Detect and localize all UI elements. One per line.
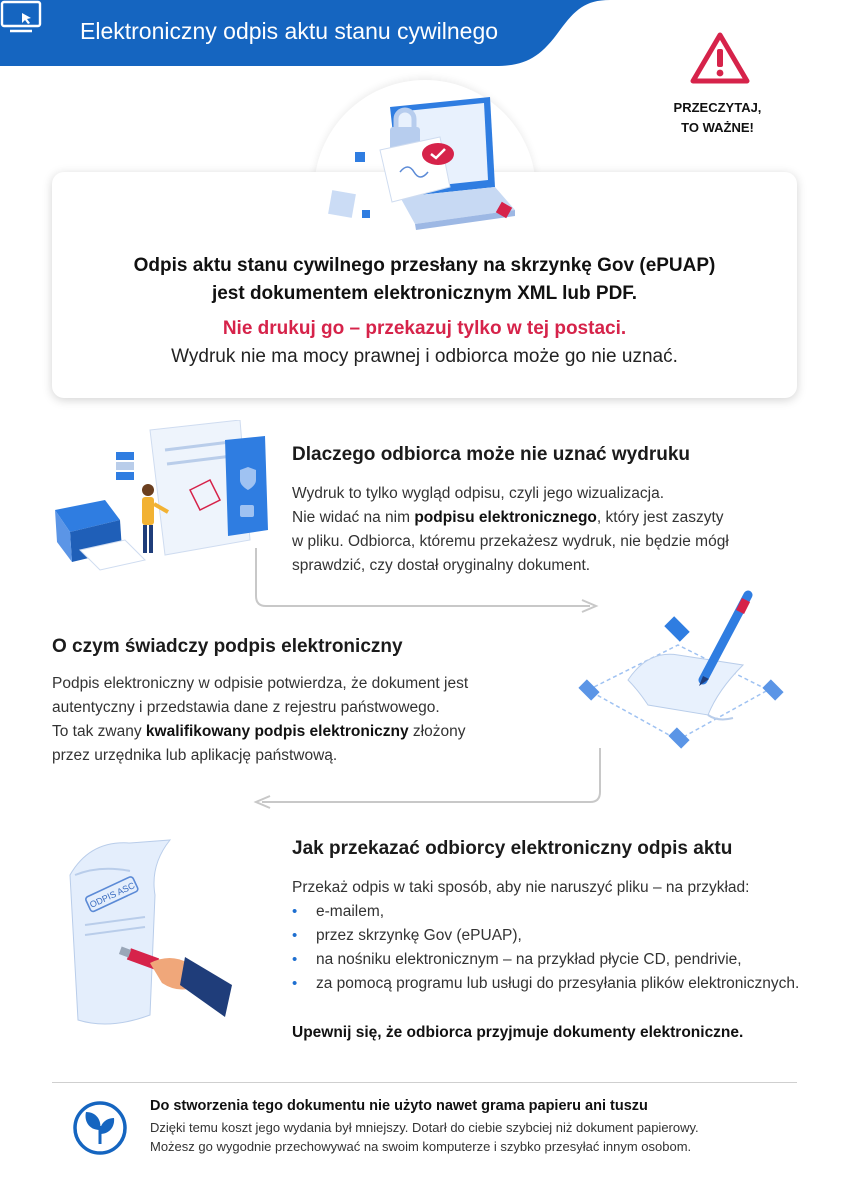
section-signature-line-2: autentyczny i przedstawia dane z rejestru państwowego. [52, 699, 440, 716]
list-item: • na nośniku elektronicznym – na przykład płycie CD, pendrivie, [292, 948, 802, 972]
section-signature-line-1: Podpis elektroniczny w odpisie potwierdza, że dokument jest [52, 675, 469, 692]
list-item: • za pomocą programu lub usługi do przesyłania plików elektronicznych. [292, 972, 802, 996]
card-headline-line-2: jest dokumentem elektronicznym XML lub PDF. [211, 283, 638, 304]
text-span: Nie widać na nim [292, 509, 415, 526]
section-why-text [292, 482, 792, 578]
scroll-label: ODPIS ASC [88, 880, 137, 910]
scroll-usb-illustration [50, 835, 235, 1040]
computer-icon [0, 0, 42, 34]
card-note: Wydruk nie ma mocy prawnej i odbiorca może go nie uznać. [171, 346, 678, 367]
section-how-intro: Przekaż odpis w taki sposób, aby nie naruszyć pliku – na przykład: [292, 879, 750, 896]
section-why-title: Dlaczego odbiorca może nie uznać wydruku [292, 444, 691, 465]
footer-line-2: Możesz go wygodnie przechowywać na swoim komputerze i szybko przesyłać innym osobom. [150, 1139, 692, 1154]
transfer-methods-list [292, 900, 802, 996]
section-signature-line-4: przez urzędnika lub aplikację państwową. [52, 747, 338, 764]
warning-label [650, 98, 785, 138]
bold-term-qualified-signature: kwalifikowany podpis elektroniczny [145, 723, 409, 740]
card-warning: Nie drukuj go – przekazuj tylko w tej postaci. [222, 318, 627, 339]
section-how-title: Jak przekazać odbiorcy elektroniczny odpis aktu [292, 838, 733, 859]
printer-person-illustration [50, 420, 275, 580]
footer-title: Do stworzenia tego dokumentu nie użyto nawet grama papieru ani tuszu [150, 1098, 648, 1114]
signature-pen-illustration [568, 590, 800, 755]
footer-text [150, 1118, 800, 1156]
leaf-icon [72, 1100, 128, 1156]
warning-triangle-icon [690, 32, 750, 84]
section-how-reminder: Upewnij się, że odbiorca przyjmuje dokumenty elektroniczne. [292, 1024, 744, 1041]
laptop-document-illustration [320, 92, 530, 232]
section-why-line-4: sprawdzić, czy dostał oryginalny dokument. [292, 557, 591, 574]
section-why-line-3: w pliku. Odbiorca, któremu przekażesz wydruk, nie będzie mógł [292, 533, 729, 550]
list-item: • e-mailem, [292, 900, 802, 924]
section-signature-line-3 [52, 720, 532, 744]
bold-term-electronic-signature: podpisu elektronicznego [414, 509, 597, 526]
card-headline [52, 252, 797, 308]
warning-line-1: PRZECZYTAJ, [673, 100, 762, 115]
footer-divider [52, 1082, 797, 1083]
text-span: , który jest zaszyty [596, 509, 724, 526]
section-why-line-2 [292, 506, 792, 530]
list-item: • przez skrzynkę Gov (ePUAP), [292, 924, 802, 948]
section-why-line-1: Wydruk to tylko wygląd odpisu, czyli jego wizualizacja. [292, 485, 665, 502]
text-span: złożony [408, 723, 466, 740]
text-span: To tak zwany [52, 723, 146, 740]
page-title: Elektroniczny odpis aktu stanu cywilnego [80, 18, 499, 44]
card-headline-line-1: Odpis aktu stanu cywilnego przesłany na skrzynkę Gov (ePUAP) [133, 255, 716, 276]
warning-line-2: TO WAŻNE! [681, 120, 754, 135]
footer-line-1: Dzięki temu koszt jego wydania był mniejszy. Dotarł do ciebie szybciej niż dokument papierowy. [150, 1120, 699, 1135]
section-signature-text [52, 672, 532, 768]
section-signature-title: O czym świadczy podpis elektroniczny [52, 636, 403, 657]
